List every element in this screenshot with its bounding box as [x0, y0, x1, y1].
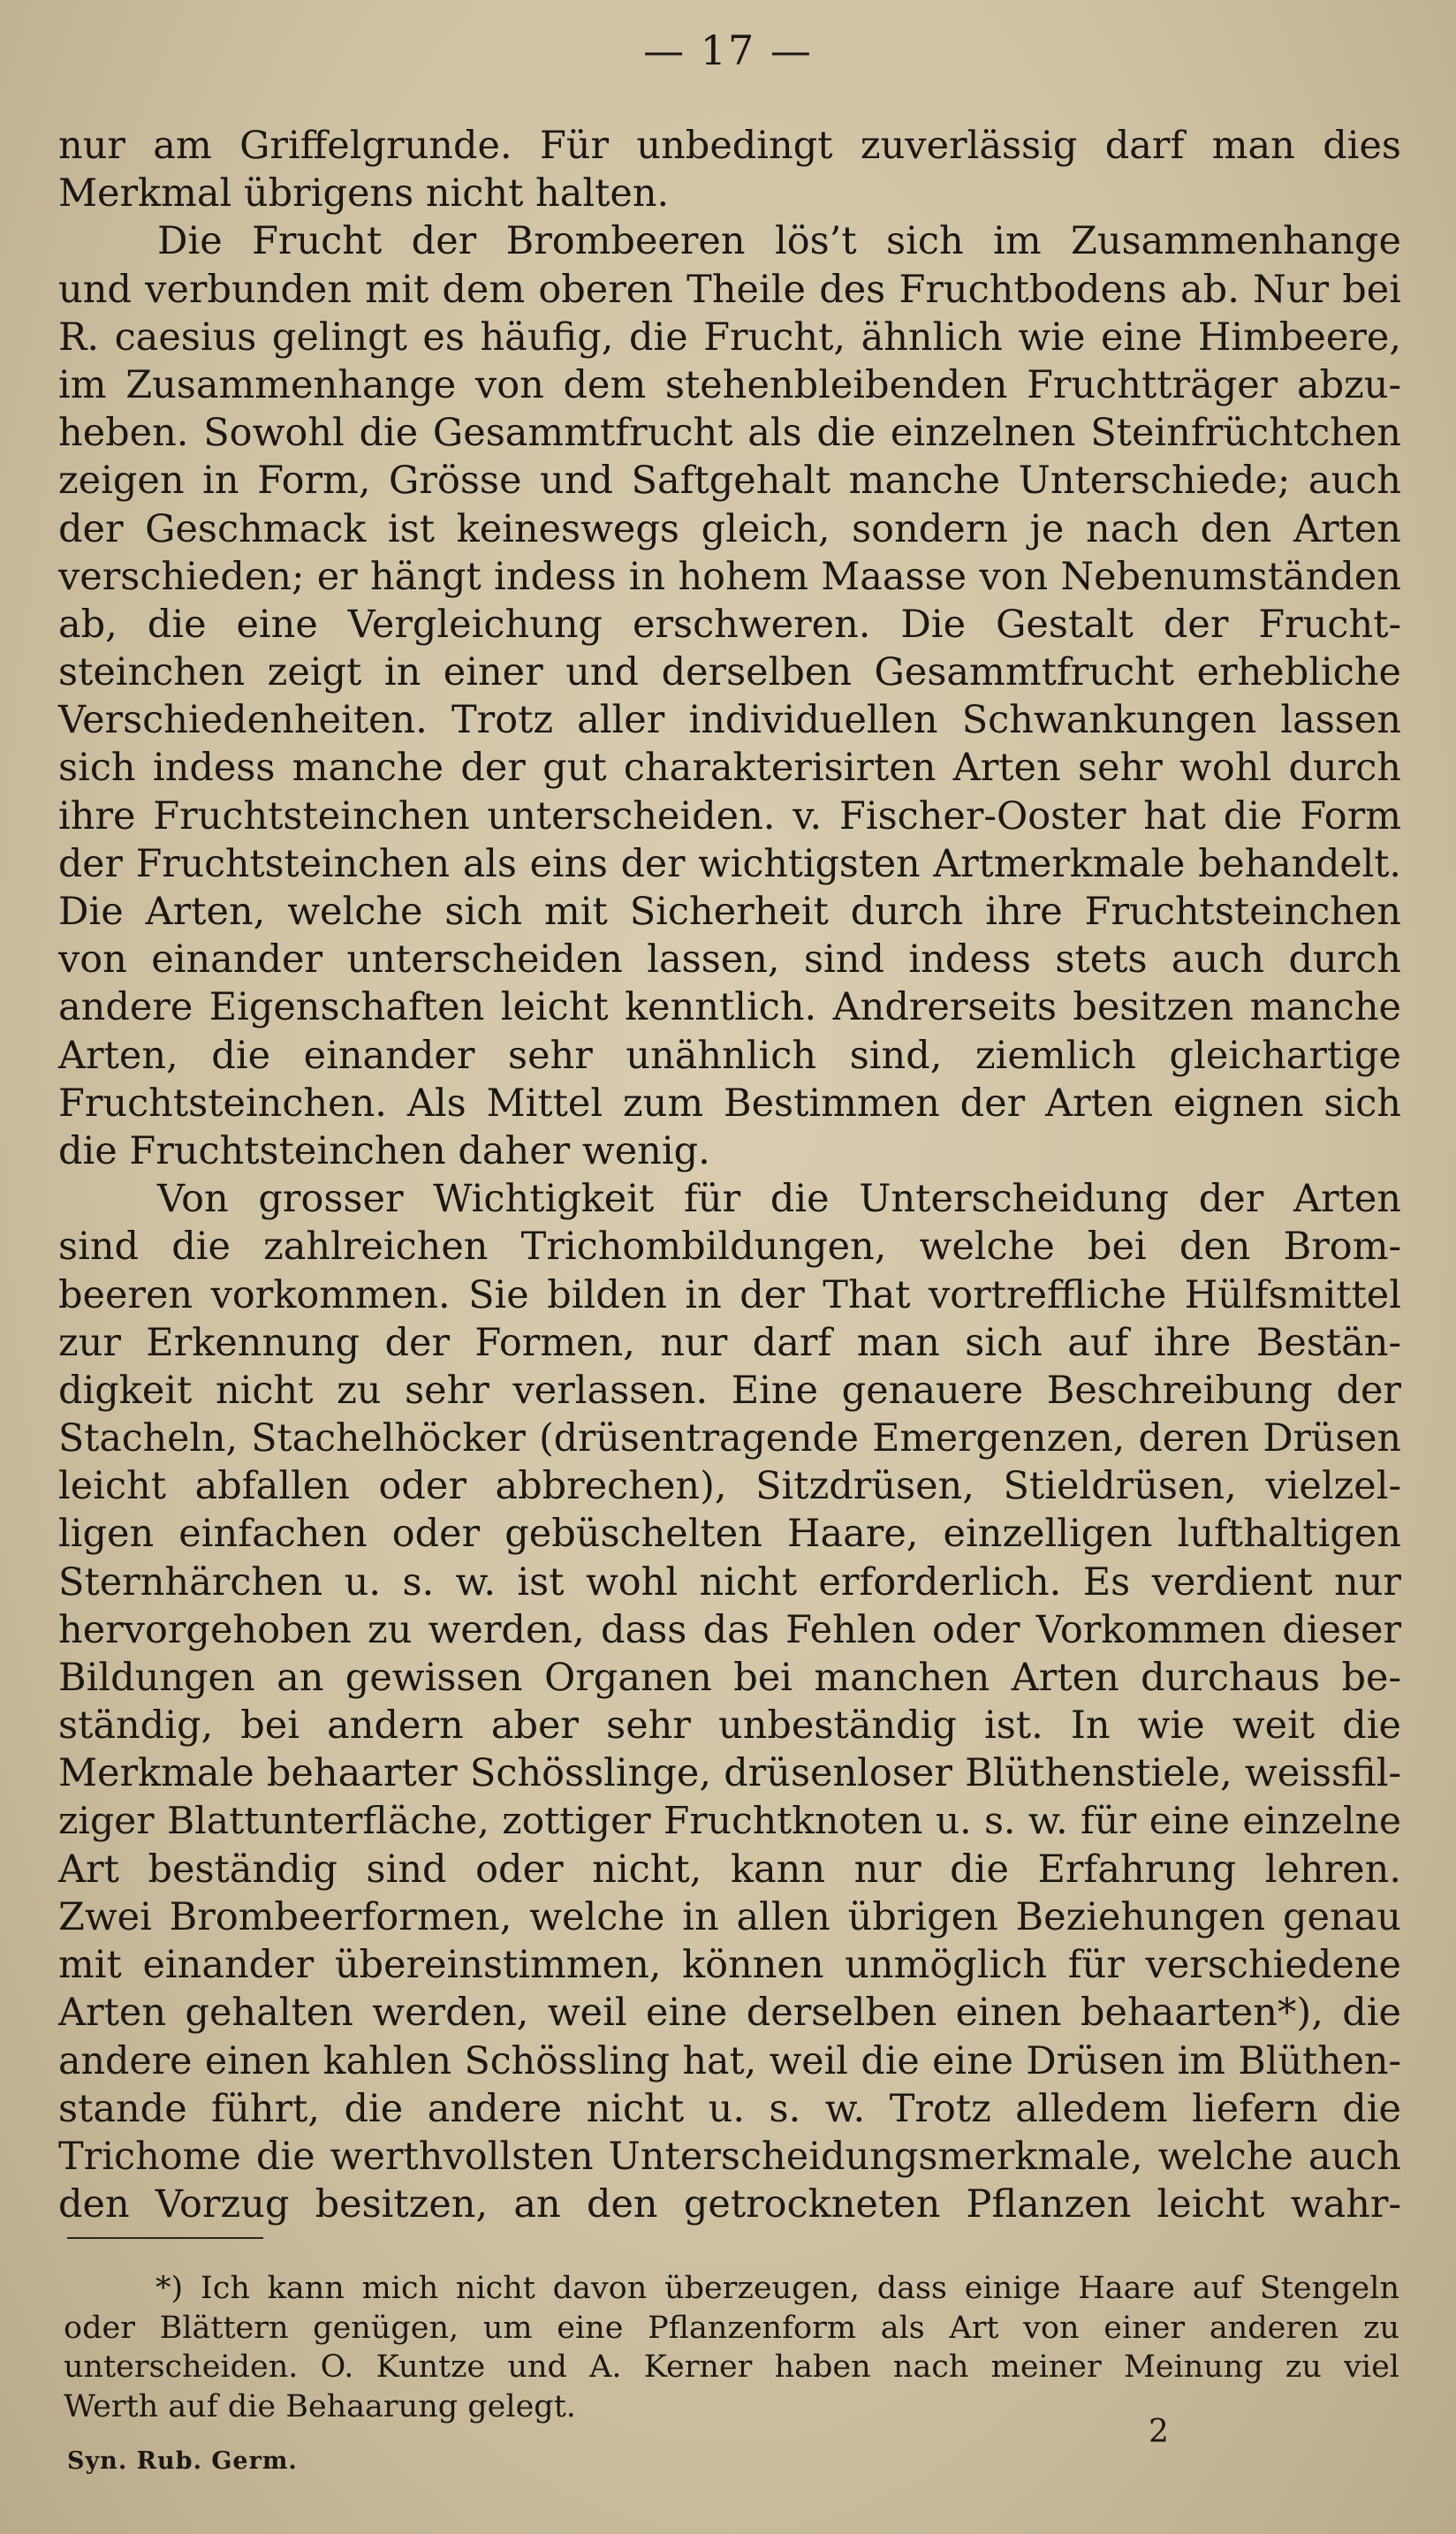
footnote-line: Werth auf die Behaarung gelegt.	[64, 2388, 576, 2424]
sheet-signature-number: 2	[1149, 2414, 1169, 2450]
text-line: Merkmale behaarter Schösslinge, drüsenloser Blüthenstiele, weissfil-	[58, 1751, 1401, 1796]
text-line: ab, die eine Vergleichung erschweren. Die Gestalt der Frucht-	[58, 602, 1401, 647]
text-line: im Zusammenhange von dem stehenbleibenden Fruchtträger abzu-	[58, 362, 1401, 407]
footnote-divider	[67, 2237, 263, 2239]
text-line: der Fruchtsteinchen als eins der wichtigsten Artmerkmale behandelt.	[58, 841, 1401, 886]
page-number: — 17 —	[643, 27, 813, 74]
text-line: mit einander übereinstimmen, können unmöglich für verschiedene	[58, 1943, 1401, 1988]
text-line: hervorgehoben zu werden, dass das Fehlen oder Vorkommen dieser	[58, 1607, 1401, 1652]
text-line: Verschiedenheiten. Trotz aller individuellen Schwankungen lassen	[58, 698, 1401, 743]
text-line: steinchen zeigt in einer und derselben Gesammtfrucht erhebliche	[58, 650, 1401, 695]
text-line: Die Arten, welche sich mit Sicherheit durch ihre Fruchtsteinchen	[58, 890, 1401, 934]
text-line: ziger Blattunterfläche, zottiger Fruchtknoten u. s. w. für eine einzelne	[58, 1799, 1401, 1843]
text-line: ständig, bei andern aber sehr unbeständig ist. In wie weit die	[58, 1703, 1401, 1749]
text-line: leicht abfallen oder abbrechen), Sitzdrüsen, Stieldrüsen, vielzel-	[58, 1464, 1401, 1509]
text-line: und verbunden mit dem oberen Theile des Fruchtbodens ab. Nur bei	[58, 267, 1401, 312]
text-line: andere einen kahlen Schössling hat, weil die eine Drüsen im Blüthen-	[58, 2038, 1401, 2083]
footnote	[64, 2269, 1399, 2426]
body-text	[58, 122, 1401, 2228]
text-line: digkeit nicht zu sehr verlassen. Eine genauere Beschreibung der	[58, 1368, 1401, 1413]
footnote-line: oder Blättern genügen, um eine Pflanzenform als Art von einer anderen zu	[64, 2310, 1399, 2346]
text-line: stande führt, die andere nicht u. s. w. Trotz alledem liefern die	[58, 2086, 1401, 2131]
text-line: Stacheln, Stachelhöcker (drüsentragende Emergenzen, deren Drüsen	[58, 1416, 1401, 1461]
footnote-line: unterscheiden. O. Kuntze und A. Kerner haben nach meiner Meinung zu viel	[64, 2349, 1399, 2385]
footnote-line: *) Ich kann mich nicht davon überzeugen, dass einige Haare auf Stengeln	[155, 2271, 1399, 2306]
text-line: von einander unterscheiden lassen, sind indess stets auch durch	[58, 937, 1401, 982]
text-line: Trichome die werthvollsten Unterscheidungsmerkmale, welche auch	[58, 2134, 1401, 2179]
text-line: Die Frucht der Brombeeren lös’t sich im Zusammenhange	[157, 219, 1401, 264]
text-line: zur Erkennung der Formen, nur darf man sich auf ihre Bestän-	[58, 1320, 1401, 1365]
text-line: den Vorzug besitzen, an den getrockneten Pflanzen leicht wahr-	[58, 2182, 1401, 2227]
text-line: R. caesius gelingt es häufig, die Frucht, ähnlich wie eine Himbeere,	[58, 315, 1401, 360]
text-line: Arten, die einander sehr unähnlich sind, ziemlich gleichartige	[58, 1033, 1401, 1078]
text-line: verschieden; er hängt indess in hohem Maasse von Nebenumständen	[58, 554, 1401, 599]
text-line: ligen einfachen oder gebüschelten Haare, einzelligen lufthaltigen	[58, 1512, 1401, 1557]
text-line: Art beständig sind oder nicht, kann nur die Erfahrung lehren.	[58, 1847, 1401, 1892]
text-line: Fruchtsteinchen. Als Mittel zum Bestimmen der Arten eignen sich	[58, 1081, 1401, 1126]
text-line: andere Eigenschaften leicht kenntlich. Andrerseits besitzen manche	[58, 985, 1401, 1030]
printer-signature: Syn. Rub. Germ.	[67, 2447, 298, 2475]
text-line: Merkmal übrigens nicht halten.	[58, 171, 670, 216]
text-line: Arten gehalten werden, weil eine derselben einen behaarten*), die	[58, 1991, 1401, 2036]
text-line: zeigen in Form, Grösse und Saftgehalt manche Unterschiede; auch	[58, 459, 1401, 504]
text-line: Von grosser Wichtigkeit für die Unterscheidung der Arten	[157, 1177, 1401, 1222]
text-line: der Geschmack ist keineswegs gleich, sondern je nach den Arten	[58, 506, 1401, 551]
text-line: Bildungen an gewissen Organen bei manchen Arten durchaus be-	[58, 1656, 1401, 1700]
text-line: nur am Griffelgrunde. Für unbedingt zuverlässig darf man dies	[58, 124, 1401, 168]
text-line: ihre Fruchtsteinchen unterscheiden. v. Fischer-Ooster hat die Form	[58, 793, 1401, 838]
text-line: Zwei Brombeerformen, welche in allen übrigen Beziehungen genau	[58, 1894, 1401, 1939]
text-line: die Fruchtsteinchen daher wenig.	[58, 1128, 710, 1173]
text-line: sich indess manche der gut charakterisirten Arten sehr wohl durch	[58, 746, 1401, 791]
text-line: beeren vorkommen. Sie bilden in der That vortreffliche Hülfsmittel	[58, 1272, 1401, 1317]
text-line: heben. Sowohl die Gesammtfrucht als die einzelnen Steinfrüchtchen	[58, 411, 1401, 456]
text-line: Sternhärchen u. s. w. ist wohl nicht erforderlich. Es verdient nur	[58, 1559, 1401, 1605]
text-line: sind die zahlreichen Trichombildungen, welche bei den Brom-	[58, 1225, 1401, 1270]
